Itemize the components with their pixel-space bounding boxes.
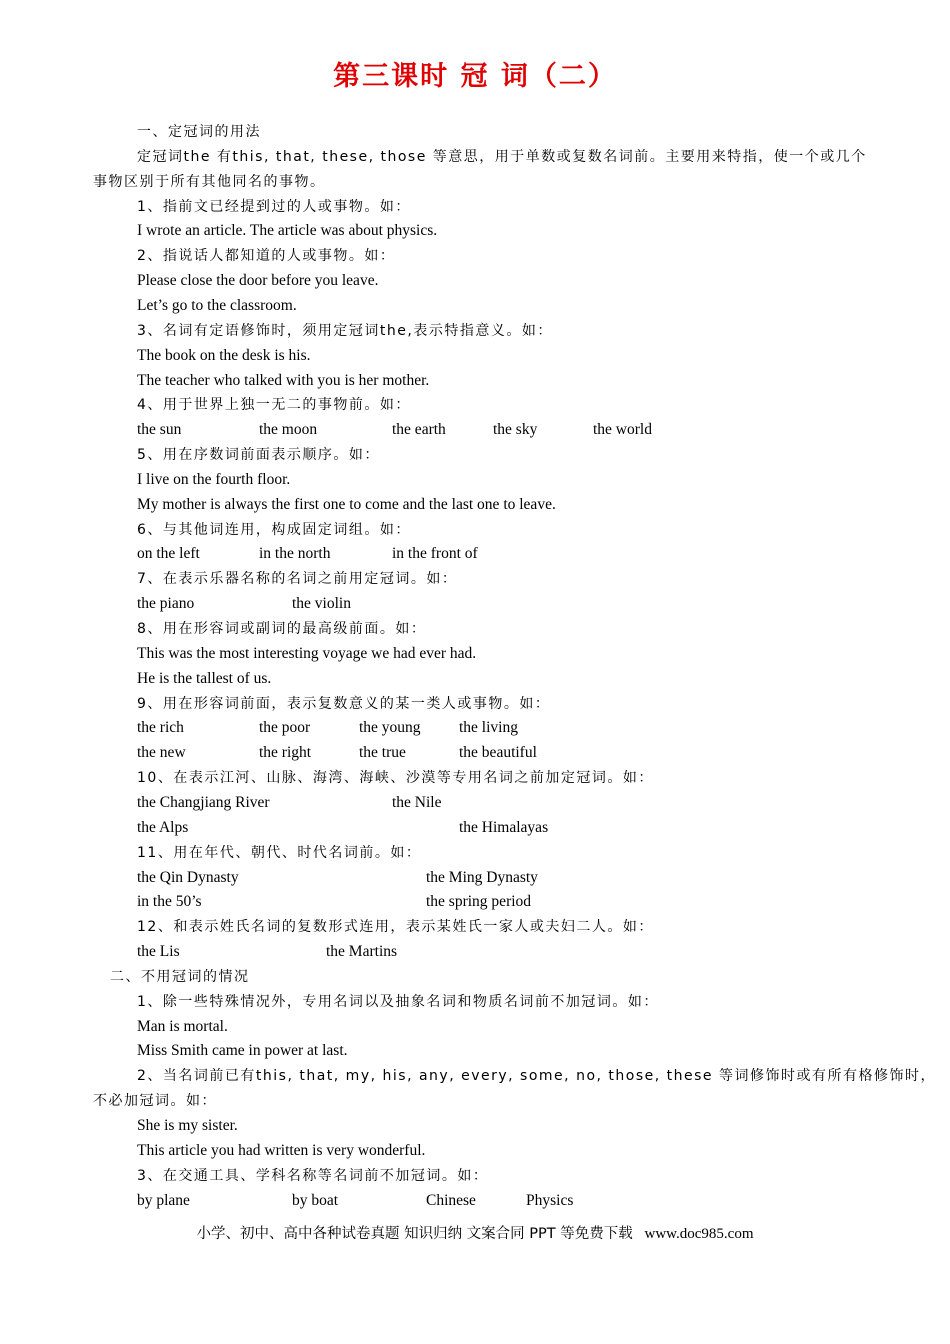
example-cell: in the front of <box>392 545 478 563</box>
example-cell: by boat <box>292 1191 339 1209</box>
example-line: She is my sister. <box>137 1117 238 1134</box>
example-cell: the Lis <box>137 943 180 961</box>
example-line: Miss Smith came in power at last. <box>137 1042 348 1060</box>
example-cell: the world <box>593 421 652 439</box>
example-row <box>0 941 950 963</box>
example-line: The book on the desk is his. <box>137 346 311 364</box>
example-cell: the new <box>137 744 186 762</box>
page-title: 第三课时 冠 词（二） <box>333 61 617 92</box>
example-row <box>0 543 950 565</box>
example-cell: the rich <box>137 719 184 737</box>
example-cell: the spring period <box>426 893 532 911</box>
example-cell: the Martins <box>326 943 398 961</box>
text-line-zh: 2、当名词前已有this, that, my, his, any, every, some, no, those, these 等词修饰时或有所有格修饰时， <box>137 1068 936 1085</box>
example-cell: the Alps <box>137 818 189 836</box>
example-cell: the Ming Dynasty <box>426 868 538 886</box>
example-row <box>0 891 950 913</box>
example-cell: the Qin Dynasty <box>137 868 239 886</box>
footer-text: 小学、初中、高中各种试卷真题 知识归纳 文案合同 PPT 等免费下载 <box>196 1226 633 1242</box>
example-cell: the sky <box>493 421 538 439</box>
example-line: I wrote an article. The article was about physics. <box>137 222 438 240</box>
text-line-zh: 3、名词有定语修饰时，须用定冠词the,表示特指意义。如： <box>137 322 553 339</box>
example-line: Man is mortal. <box>137 1017 228 1035</box>
example-cell: the piano <box>137 595 195 613</box>
example-row <box>0 419 950 441</box>
example-cell: the living <box>459 719 518 737</box>
text-line-zh: 4、用于世界上独一无二的事物前。如： <box>137 397 411 414</box>
example-cell: the Changjiang River <box>137 793 270 811</box>
example-cell: Chinese <box>426 1191 476 1209</box>
example-line: This article you had written is very wonderful. <box>137 1141 426 1159</box>
example-line: I live on the fourth floor. <box>137 470 291 488</box>
example-cell: the sun <box>137 421 182 439</box>
text-line-zh: 不必加冠词。如： <box>93 1093 217 1110</box>
example-cell: the moon <box>259 421 318 439</box>
example-cell: in the north <box>259 545 331 563</box>
example-line: The teacher who talked with you is her mother. <box>137 371 430 389</box>
example-cell: Physics <box>526 1191 574 1209</box>
example-cell: the right <box>259 744 312 762</box>
example-cell: by plane <box>137 1191 190 1209</box>
text-line-zh: 1、除一些特殊情况外，专用名词以及抽象名词和物质名词前不加冠词。如： <box>137 993 659 1010</box>
text-line-zh: 定冠词the 有this, that, these, those 等意思，用于单数或复数名词前。主要用来特指，使一个或几个 <box>137 148 867 165</box>
example-row <box>0 867 950 889</box>
example-cell: the violin <box>292 595 351 613</box>
text-line-zh: 7、在表示乐器名称的名词之前用定冠词。如： <box>137 571 458 588</box>
text-line-zh: 1、指前文已经提到过的人或事物。如： <box>137 198 411 215</box>
text-line-zh: 3、在交通工具、学科名称等名词前不加冠词。如： <box>137 1167 489 1184</box>
text-line-zh: 12、和表示姓氏名词的复数形式连用，表示某姓氏一家人或夫妇二人。如： <box>137 919 654 936</box>
example-line: My mother is always the first one to come and the last one to leave. <box>137 495 556 513</box>
text-line-zh: 2、指说话人都知道的人或事物。如： <box>137 248 396 265</box>
text-line-zh: 11、用在年代、朝代、时代名词前。如： <box>137 844 422 861</box>
example-cell: the Nile <box>392 793 442 811</box>
footer <box>0 1222 950 1243</box>
text-line-zh: 二、不用冠词的情况 <box>110 968 250 985</box>
text-line-zh: 一、定冠词的用法 <box>137 124 261 140</box>
example-cell: the young <box>359 719 421 737</box>
text-line-zh: 6、与其他词连用，构成固定词组。如： <box>137 521 411 538</box>
example-cell: in the 50’s <box>137 893 202 911</box>
example-cell: on the left <box>137 545 200 563</box>
text-line-zh: 8、用在形容词或副词的最高级前面。如： <box>137 621 427 637</box>
example-row <box>0 1190 950 1212</box>
text-line-zh: 事物区别于所有其他同名的事物。 <box>93 173 326 190</box>
example-row <box>0 593 950 615</box>
text-line-zh: 9、用在形容词前面，表示复数意义的某一类人或事物。如： <box>137 695 551 712</box>
example-row <box>0 717 950 739</box>
text-line-zh: 10、在表示江河、山脉、海湾、海峡、沙漠等专用名词之前加定冠词。如： <box>137 770 654 787</box>
example-line: Please close the door before you leave. <box>137 272 379 290</box>
example-line: Let’s go to the classroom. <box>137 296 297 314</box>
example-cell: the poor <box>259 719 311 737</box>
footer-url[interactable]: www.doc985.com <box>644 1226 754 1242</box>
example-cell: the true <box>359 744 406 762</box>
example-row <box>0 792 950 814</box>
example-line: This was the most interesting voyage we had ever had. <box>137 644 477 662</box>
example-row <box>0 742 950 764</box>
text-line-zh: 5、用在序数词前面表示顺序。如： <box>137 447 380 464</box>
example-cell: the Himalayas <box>459 818 549 836</box>
example-line: He is the tallest of us. <box>137 669 272 687</box>
example-cell: the beautiful <box>459 744 537 762</box>
example-row <box>0 817 950 839</box>
example-cell: the earth <box>392 421 446 439</box>
